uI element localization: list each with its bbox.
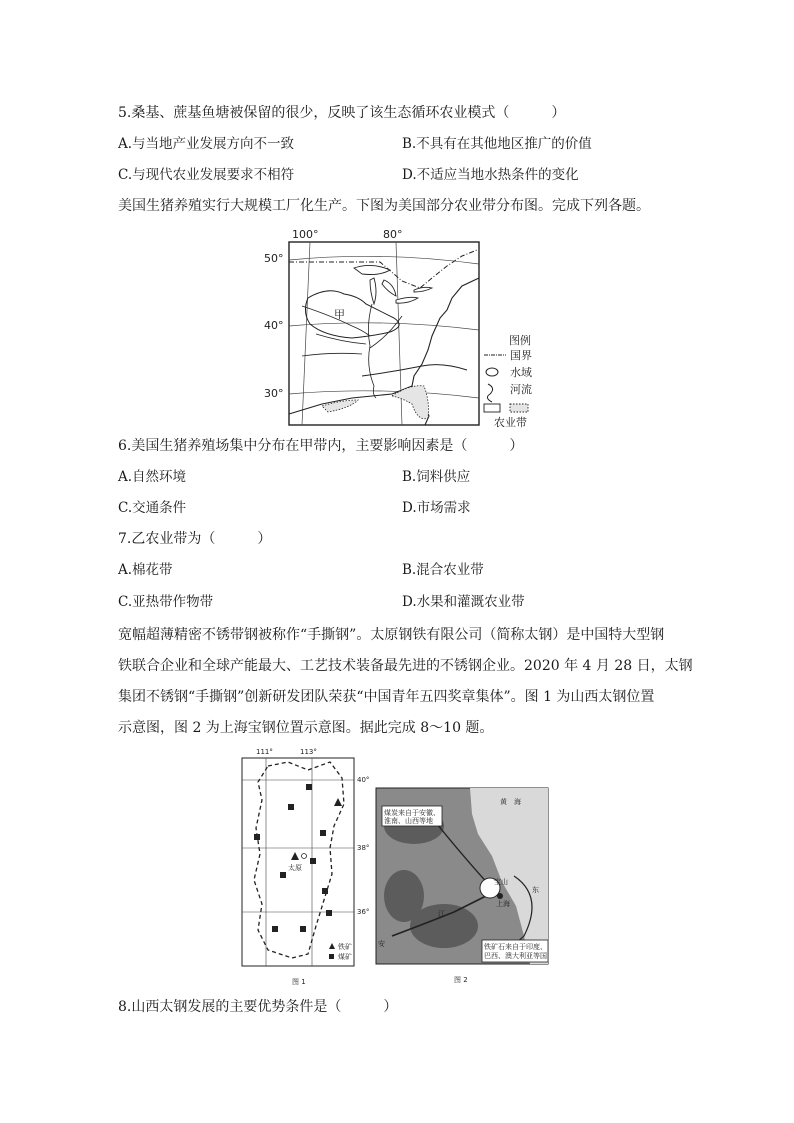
q7-option-d: D.水果和灌溉农业带	[402, 594, 525, 610]
q6-stem: 6.美国生猪养殖场集中分布在甲带内，主要影响因素是（ ）	[118, 438, 524, 454]
taiyuan-label: 太原	[288, 864, 302, 872]
east-label: 东	[532, 886, 539, 894]
shanghai-label: 上海	[496, 900, 510, 908]
fig2-caption: 图 2	[454, 976, 468, 984]
legend-river-symbol	[487, 384, 492, 402]
coal-note-line-2: 淮南、山西等地	[384, 817, 433, 825]
figure-1-shanxi-map	[238, 744, 374, 988]
taiyuan-marker	[302, 854, 307, 859]
steel-intro-line-1: 宽幅超薄精密不锈带钢被称作“手撕钢”。太原钢铁有限公司（简称太钢）是中国特大型钢	[118, 627, 665, 643]
steel-intro-line-2: 铁联合企业和全球产能最大、工艺技术装备最先进的不锈钢企业。2020 年 4 月 28 日，太钢	[118, 658, 693, 674]
fig1-caption: 图 1	[292, 978, 306, 986]
lat-label-30: 30°	[264, 387, 284, 400]
q8-stem: 8.山西太钢发展的主要优势条件是（ ）	[118, 999, 398, 1015]
legend-border: 国界	[510, 349, 532, 362]
q5-option-d: D.不适应当地水热条件的变化	[402, 167, 579, 183]
legend-iron-ore: 铁矿	[338, 943, 352, 951]
q6-option-a: A.自然环境	[118, 469, 187, 485]
us-intro: 美国生猪养殖实行大规模工厂化生产。下图为美国部分农业带分布图。完成下列各题。	[118, 198, 650, 214]
q7-stem: 7.乙农业带为（ ）	[118, 531, 272, 547]
legend-water-symbol	[486, 368, 498, 376]
river-label: 江	[438, 910, 445, 918]
q7-option-a: A.棉花带	[118, 562, 173, 578]
steel-intro-line-3: 集团不锈钢“手撕钢”创新研发团队荣获“中国青年五四奖章集体”。图 1 为山西太钢位置	[118, 689, 655, 705]
baoshan-label: 宝山	[494, 878, 508, 886]
fig1-lon-113: 113°	[300, 748, 317, 756]
lon-label-80: 80°	[383, 228, 403, 241]
fig1-lat-38: 38°	[357, 844, 370, 852]
shanghai-marker	[497, 893, 503, 899]
legend-water: 水域	[510, 366, 532, 379]
q5-option-b: B.不具有在其他地区推广的价值	[402, 136, 592, 152]
fig1-lon-111: 111°	[256, 748, 273, 756]
lat-label-40: 40°	[264, 319, 284, 332]
q5-option-a: A.与当地产业发展方向不一致	[118, 136, 295, 152]
legend-belt-symbol-plain	[484, 404, 500, 412]
west-label: 安	[378, 940, 385, 948]
ore-note-line-1: 铁矿石来自于印度、	[484, 943, 547, 951]
us-agriculture-map	[262, 226, 542, 434]
q5-option-c: C.与现代农业发展要求不相符	[118, 167, 295, 183]
coal-note-line-1: 煤炭来自于安徽、	[384, 809, 440, 817]
q7-option-b: B.混合农业带	[402, 562, 484, 578]
legend-belt-symbol-dotted	[510, 404, 528, 412]
fig1-lat-36: 36°	[357, 908, 370, 916]
sea-label-2: 海	[514, 798, 521, 806]
steel-intro-line-4: 示意图，图 2 为上海宝钢位置示意图。据此完成 8～10 题。	[118, 720, 494, 736]
sea-label-1: 黄	[500, 798, 507, 806]
legend-coal: 煤矿	[338, 953, 352, 961]
legend-coal-symbol	[329, 954, 334, 959]
legend-belt: 农业带	[494, 416, 527, 429]
legend-river: 河流	[510, 383, 532, 396]
lat-label-50: 50°	[264, 252, 284, 265]
q7-option-c: C.亚热带作物带	[118, 594, 214, 610]
region-label-jia: 甲	[334, 308, 345, 321]
figure-2-shanghai-map	[374, 786, 552, 988]
fig1-lat-40: 40°	[357, 776, 370, 784]
legend-title: 图例	[509, 334, 531, 347]
legend	[484, 333, 532, 429]
q6-option-d: D.市场需求	[402, 500, 471, 516]
lon-label-100: 100°	[292, 228, 319, 241]
q5-stem: 5.桑基、蔗基鱼塘被保留的很少，反映了该生态循环农业模式（ ）	[118, 105, 566, 121]
q6-option-b: B.饲料供应	[402, 469, 471, 485]
ore-note-line-2: 巴西、澳大利亚等国	[484, 952, 547, 960]
q6-option-c: C.交通条件	[118, 500, 187, 516]
